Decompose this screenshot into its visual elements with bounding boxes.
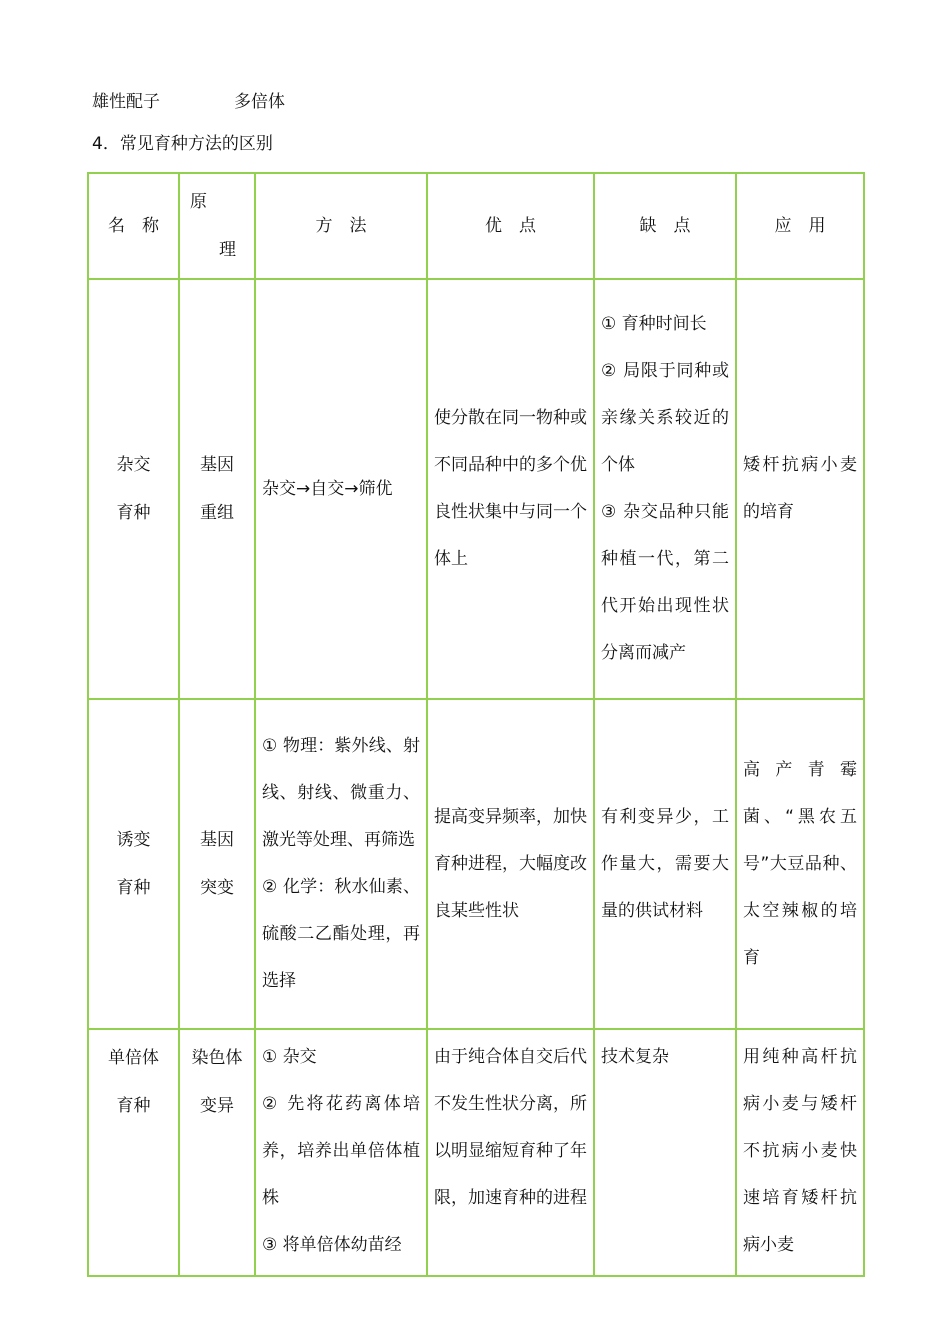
header-application: 应 用: [736, 173, 864, 279]
header-name: 名 称: [88, 173, 179, 279]
table-row: [88, 279, 864, 699]
row-principle: 基因 重组: [179, 279, 255, 699]
row-name: 诱变 育种: [88, 699, 179, 1029]
breeding-methods-table: [87, 172, 865, 1277]
row-method: ① 杂交 ② 先将花药离体培养，培养出单倍体植株 ③ 将单倍体幼苗经: [255, 1029, 427, 1276]
row-principle: 基因 突变: [179, 699, 255, 1029]
intro-line: [92, 88, 285, 116]
row-disadvantage: 技术复杂: [594, 1029, 736, 1276]
row-disadvantage: ① 育种时间长 ② 局限于同种或亲缘关系较近的个体 ③ 杂交品种只能种植一代，第二代开始出现性状分离而减产: [594, 279, 736, 699]
table-header-row: [88, 173, 864, 279]
header-principle: 原 理: [179, 173, 255, 279]
intro-left-term: 雄性配子: [92, 92, 160, 112]
row-principle: 染色体 变异: [179, 1029, 255, 1276]
row-name: 杂交 育种: [88, 279, 179, 699]
row-method: 杂交→自交→筛优: [255, 279, 427, 699]
intro-right-term: 多倍体: [234, 92, 285, 112]
table-row: [88, 1029, 864, 1276]
row-application: 用纯种高杆抗病小麦与矮杆不抗病小麦快速培育矮杆抗病小麦: [736, 1029, 864, 1276]
row-application: 高产青霉菌、“黑农五号”大豆品种、太空辣椒的培育: [736, 699, 864, 1029]
section-heading: 4．常见育种方法的区别: [92, 134, 273, 154]
row-disadvantage: 有利变异少，工作量大，需要大量的供试材料: [594, 699, 736, 1029]
row-advantage: 使分散在同一物种或不同品种中的多个优良性状集中与同一个体上: [427, 279, 594, 699]
header-advantage: 优 点: [427, 173, 594, 279]
header-method: 方 法: [255, 173, 427, 279]
row-advantage: 由于纯合体自交后代不发生性状分离，所以明显缩短育种了年限，加速育种的进程: [427, 1029, 594, 1276]
row-method: ① 物理：紫外线、射线、射线、微重力、激光等处理、再筛选 ② 化学：秋水仙素、硫酸二乙酯处理，再选择: [255, 699, 427, 1029]
table-row: [88, 699, 864, 1029]
row-application: 矮杆抗病小麦的培育: [736, 279, 864, 699]
header-disadvantage: 缺 点: [594, 173, 736, 279]
row-advantage: 提高变异频率，加快育种进程，大幅度改良某些性状: [427, 699, 594, 1029]
row-name: 单倍体 育种: [88, 1029, 179, 1276]
